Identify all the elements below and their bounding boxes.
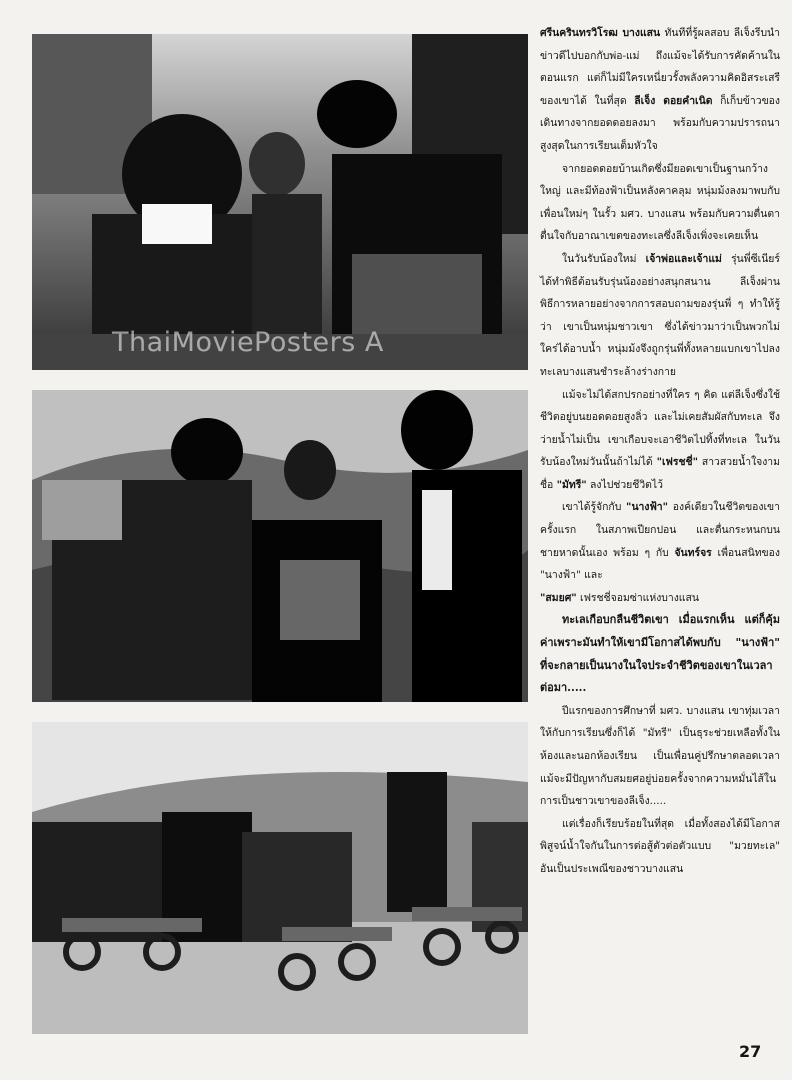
para-3-bold: เจ้าพ่อและเจ้าแม่: [645, 252, 722, 265]
para-5-text-end: เพื่อนสนิทของ "นางฟ้า" และ: [540, 546, 780, 582]
para-6-lead: "สมยศ": [540, 591, 577, 604]
para-1-name: ลีเจ็ง ดอยคำเนิด: [634, 94, 713, 107]
paragraph-7-heading: ทะเลเกือบกลืนชีวิตเขา เมื่อแรกเห็น แต่ก็คุ้มค่าเพราะมันทำให้เขามีโอกาสได้พบกับ "นางฟ้า" ที่จะกลายเป็นนางในใจประจำชีวิตของเขาในเวลาต่อมา.....: [540, 613, 780, 695]
paragraph-5: [540, 496, 780, 586]
paragraph-3: [540, 248, 780, 384]
para-5-bold-end: จันทร์จร: [674, 546, 712, 559]
photo-three-people: [32, 390, 528, 702]
article-text: [540, 22, 780, 881]
para-4-text-after: สาวสวยน้ำใจงาม ชื่อ: [540, 456, 780, 491]
para-3-text-after: รุ่นพี่ซีเนียร์ ได้ทำพิธีต้อนรับรุ่นน้องอย่างสนุกสนาน ลีเจ็งผ่านพิธีการหลายอย่างจากการสอบถามของรุ่นพี่ ๆ ทำให้รู้ว่า เขาเป็นหนุ่มชาวเขา ซึ่งได้ข่าวมาว่าเป็นพวกไม่ใคร่ได้อาบน้ำ หนุ่มม้งจึงถูกรุ่นพี่ทั้งหลายแบกเขาไปลงทะเลบางแสนชำระล้างร่างกาย: [540, 252, 780, 378]
photo-3-illustration: [32, 722, 528, 1034]
para-5-text-after: องค์เดียวในชีวิตของเขาครั้งแรก ในสภาพเปียกปอน และตื่นกระหนกบนชายหาดนั้นเอง พร้อม ๆ กับ: [540, 501, 780, 559]
paragraph-2: [540, 158, 780, 248]
paragraph-4: [540, 384, 780, 497]
para-8-text: ปีแรกของการศึกษาที่ มศว. บางแสน เขาทุ่มเวลาให้กับการเรียนซึ่งก็ได้ "มัทรี" เป็นธุระช่วยเหลือทั้งในห้องและนอกห้องเรียน เป็นเพื่อนคู่ปรึกษาตลอดเวลา แม้จะมีปัญหากับสมยศอยู่บ่อยครั้งจากความหมั่นไส้ในการเป็นชาวเขาของลีเจ็ง.....: [540, 704, 780, 808]
page-number: 27: [739, 1042, 762, 1061]
photo-1-illustration: [32, 34, 528, 370]
para-3-text: ในวันรับน้องใหม่: [562, 252, 637, 265]
paragraph-6: [540, 587, 780, 610]
para-1-lead: ศรีนครินทรวิโรฒ บางแสน: [540, 27, 661, 39]
para-6-text: เฟรชชี่จอมซ่าแห่งบางแสน: [580, 591, 699, 604]
para-1-text: ทันทีที่รู้ผลสอบ ลีเจ็งรีบนำข่าวดีไปบอกกับพ่อ-แม่ ถึงแม้จะได้รับการคัดค้านในตอนแรก แต่ก็ไม่มีใครเหนี่ยวรั้งพลังความคิดอิสระเสรี ของเขาได้ ในที่สุด: [540, 27, 780, 107]
paragraph-1: [540, 22, 780, 158]
paragraph-9: [540, 813, 780, 881]
para-2-text: จากยอดดอยบ้านเกิดซึ่งมียอดเขาเป็นฐานกว้างใหญ่ และมีท้องฟ้าเป็นหลังคาคลุม หนุ่มม้งลงมาพบกับเพื่อนใหม่ๆ ในรั้ว มศว. บางแสน พร้อมกับความตื่นตาตื่นใจกับอาณาเขตของทะเลซึ่งลีเจ็งเพิ่งจะเคยเห็น: [540, 162, 780, 243]
watermark: ThaiMoviePosters A: [112, 327, 384, 358]
para-4-bold: "เฟรชชี่": [656, 456, 698, 469]
photo-mountain-scene: [32, 34, 528, 370]
paragraph-8: [540, 700, 780, 813]
para-4-text-end: ลงไปช่วยชีวิตไว้: [590, 478, 663, 491]
para-1-text-after: ก็เก็บข้าวของเดินทางจากยอดดอยลงมา พร้อมกับความปรารถนาสูงสุดในการเรียนเต็มหัวใจ: [540, 94, 780, 152]
para-9-text: แต่เรื่องก็เรียบร้อยในที่สุด เมื่อทั้งสองได้มีโอกาสพิสูจน์น้ำใจกันในการต่อสู้ตัวต่อตัวแบบ "มวยทะเล" อันเป็นประเพณีของชาวบางแสน: [540, 817, 780, 875]
para-5-text: เขาได้รู้จักกับ: [562, 501, 622, 514]
para-4-text: แม้จะไม่ได้สกปรกอย่างที่ใคร ๆ คิด แต่ลีเจ็งซึ่งใช้ชีวิตอยู่บนยอดดอยสูงลิ่ว และไม่เคยสัมผัสกับทะเล จึงว่ายน้ำไม่เป็น เขาเกือบจะเอาชีวิตไปทิ้งที่ทะเล ในวันรับน้องใหม่วันนั้นถ้าไม่ได้: [540, 388, 780, 469]
photo-group-carts: [32, 722, 528, 1034]
para-5-bold: "นางฟ้า": [626, 501, 669, 514]
photo-2-illustration: [32, 390, 528, 702]
para-4-bold-end: "มัทรี": [556, 478, 587, 491]
